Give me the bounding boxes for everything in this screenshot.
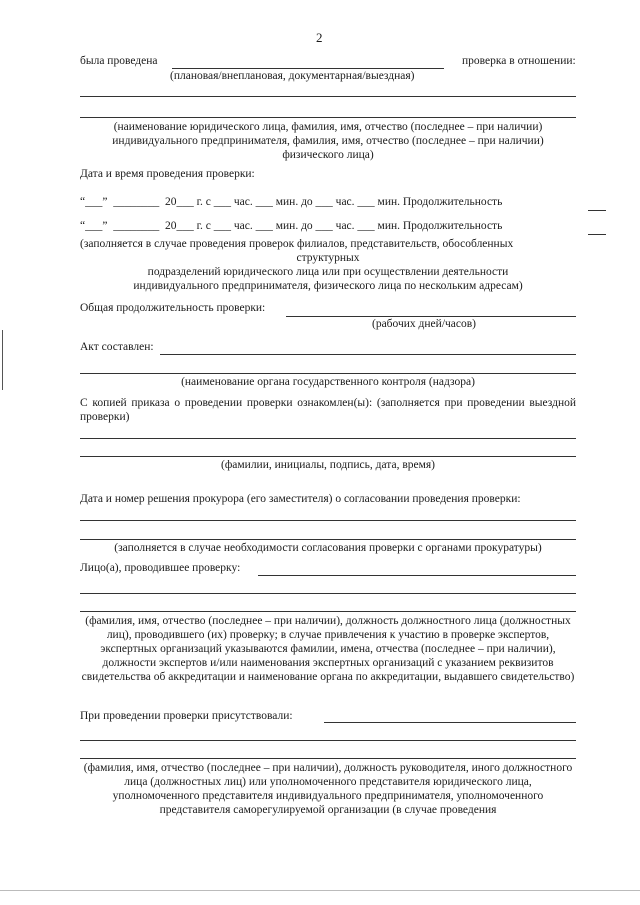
scan-edge-bottom: [0, 890, 640, 891]
inspection-type-line[interactable]: [172, 68, 444, 69]
duration-line[interactable]: [286, 316, 576, 317]
datetime-row-2[interactable]: [80, 220, 502, 232]
entity-caption-line-3: физического лица): [282, 149, 374, 161]
order-copy-caption: (фамилии, инициалы, подпись, дата, время): [221, 459, 435, 471]
order-copy-line-1[interactable]: [80, 438, 576, 439]
present-line-1[interactable]: [324, 722, 576, 723]
inspector-label: Лицо(а), проводившее проверку:: [80, 562, 241, 574]
day-blank[interactable]: “___”: [80, 196, 108, 208]
present-line-2[interactable]: [80, 740, 576, 741]
act-label: Акт составлен:: [80, 341, 154, 353]
datetime-note-3: подразделений юридического лица или при осуществлении деятельности: [147, 266, 509, 278]
page-number: 2: [316, 30, 323, 45]
scan-edge-left: [2, 330, 3, 390]
month-blank[interactable]: ________: [113, 220, 160, 232]
duration-blank-1[interactable]: [588, 210, 606, 211]
prosecutor-text: Дата и номер решения прокурора (его заместителя) о согласовании проведения проверки:: [80, 493, 521, 505]
entity-caption: [80, 120, 576, 162]
time-range: 20___ г. с ___ час. ___ мин. до ___ час. ___ мин. Продолжительность: [164, 220, 503, 232]
present-label: При проведении проверки присутствовали:: [80, 710, 293, 722]
inspector-line-3[interactable]: [80, 611, 576, 612]
present-line-3[interactable]: [80, 758, 576, 759]
was-held-label: была проведена: [80, 55, 158, 67]
inspection-type-caption: (плановая/внеплановая, документарная/выездная): [170, 70, 415, 82]
act-caption: (наименование органа государственного контроля (надзора): [181, 376, 475, 388]
order-copy-line-2[interactable]: [80, 456, 576, 457]
inspector-line-1[interactable]: [258, 575, 576, 576]
time-range: 20___ г. с ___ час. ___ мин. до ___ час. ___ мин. Продолжительность: [164, 196, 503, 208]
inspector-line-2[interactable]: [80, 593, 576, 594]
entity-caption-line-1: (наименование юридического лица, фамилия, имя, отчество (последнее – при наличии): [113, 121, 543, 133]
prosecutor-caption: (заполняется в случае необходимости согласования проверки с органами прокуратуры): [114, 542, 542, 554]
prosecutor-line-2[interactable]: [80, 539, 576, 540]
present-caption: (фамилия, имя, отчество (последнее – при наличии), должность руководителя, иного должностного лица (должностных лиц) или уполномоченного представителя юридического лица, уполномоченного представителя индивидуального предпринимателя, уполномоченного представителя саморегулируемой организации (в случае проведения: [83, 762, 573, 816]
entity-caption-line-2: индивидуального предпринимателя, фамилия, имя, отчество (последнее – при наличии): [112, 135, 544, 147]
day-blank[interactable]: “___”: [80, 220, 108, 232]
entity-line-2[interactable]: [80, 117, 576, 118]
month-blank[interactable]: ________: [113, 196, 160, 208]
datetime-note-1: (заполняется в случае проведения проверок филиалов, представительств, обособленных: [80, 238, 514, 250]
datetime-note-4: индивидуального предпринимателя, физического лица по нескольким адресам): [133, 280, 523, 292]
inspector-caption: (фамилия, имя, отчество (последнее – при наличии), должность должностного лица (должностных лиц), проводившего (их) проверку; в случае привлечения к участию в проверке экспертов, экспертных организаций указываются фамилии, имена, отчества (последнее – при наличии), должности экспертов и/или наименования экспертных организаций с указанием реквизитов свидетельства об аккредитации и наименование органа по аккредитации, выдавшего свидетельство): [81, 615, 575, 683]
datetime-note-2: структурных: [296, 252, 360, 264]
act-line-1[interactable]: [160, 354, 576, 355]
duration-label: Общая продолжительность проверки:: [80, 302, 266, 314]
duration-caption: (рабочих дней/часов): [372, 318, 477, 330]
order-copy-text: С копией приказа о проведении проверки ознакомлен(ы): (заполняется при проведении выездной проверки): [80, 397, 576, 423]
duration-blank-2[interactable]: [588, 234, 606, 235]
datetime-row-1[interactable]: [80, 196, 502, 208]
inspection-regarding-label: проверка в отношении:: [462, 55, 576, 67]
prosecutor-line-1[interactable]: [80, 520, 576, 521]
act-line-2[interactable]: [80, 373, 576, 374]
entity-line-1[interactable]: [80, 96, 576, 97]
datetime-label: Дата и время проведения проверки:: [80, 168, 255, 180]
